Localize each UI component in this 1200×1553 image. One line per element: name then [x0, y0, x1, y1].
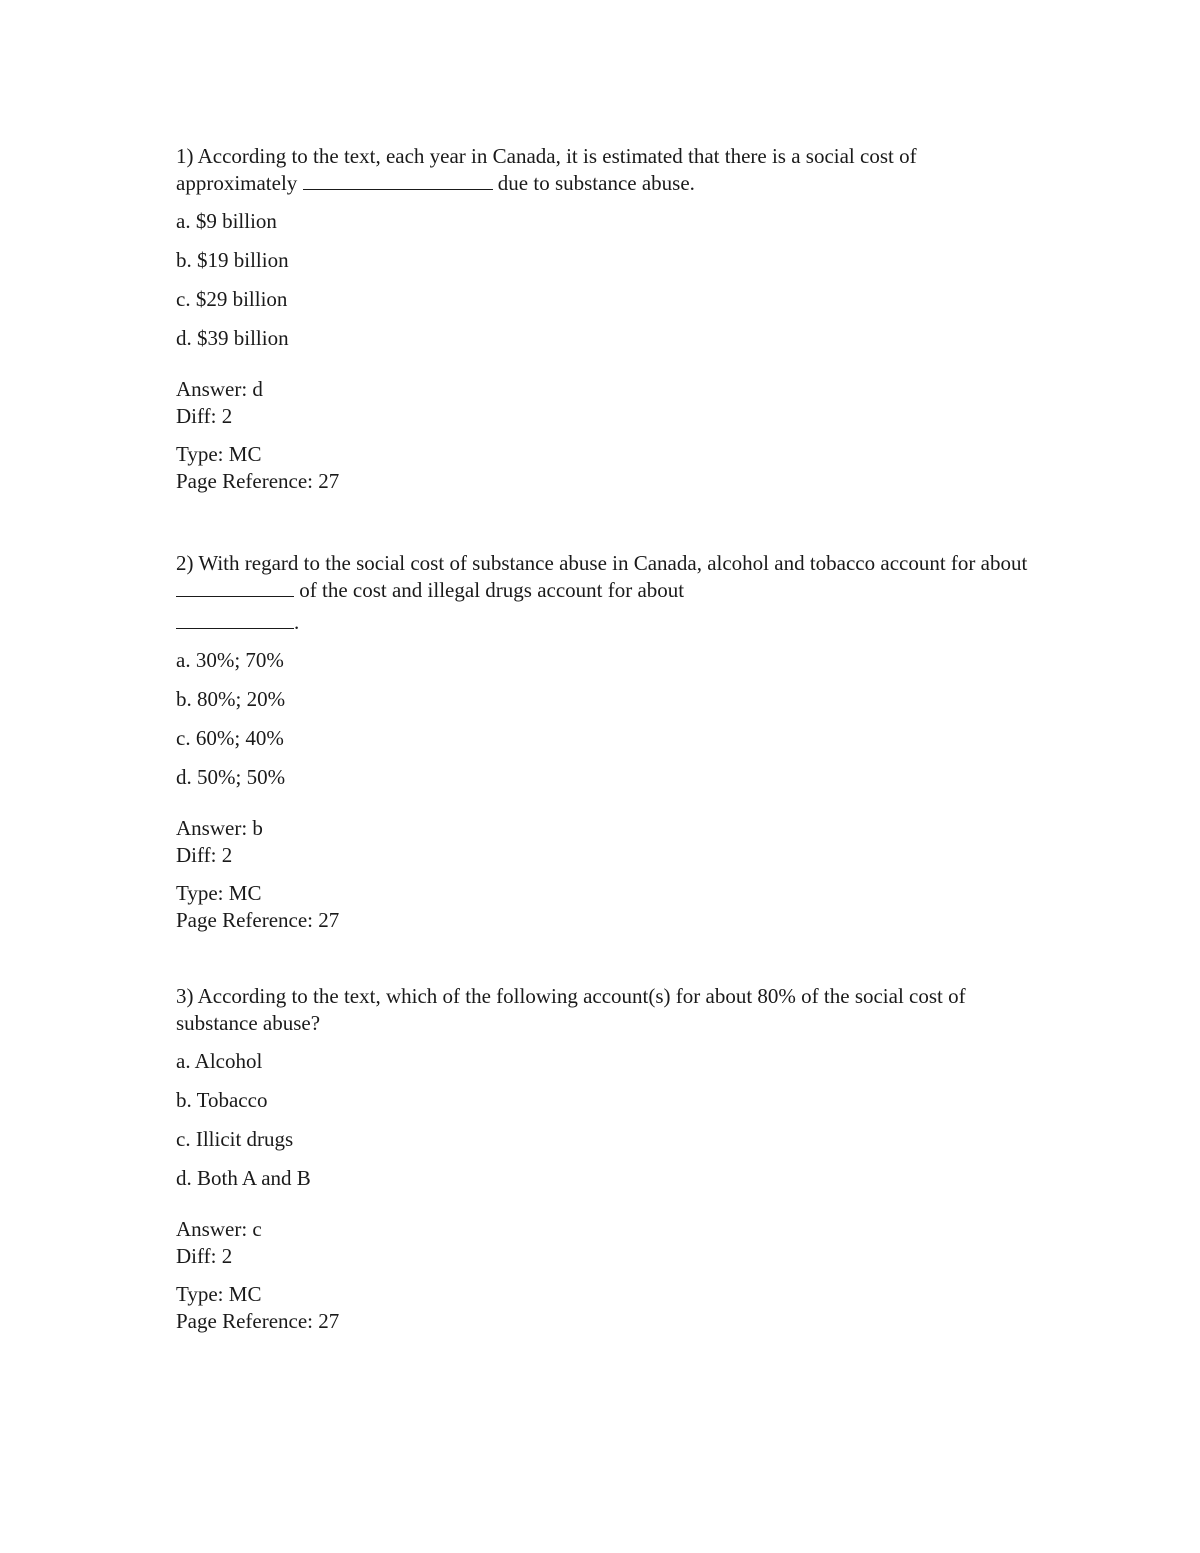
option-b: b. 80%; 20%: [176, 687, 286, 711]
question-stem: 3) According to the text, which of the following account(s) for about 80% of the social cost of substance abuse?: [176, 984, 966, 1035]
option-a: a. 30%; 70%: [176, 648, 284, 672]
type-block: [176, 1281, 1036, 1335]
type-text: Type: MC: [176, 881, 262, 905]
answer-blank: [176, 578, 294, 597]
difficulty-text: Diff: 2: [176, 1244, 233, 1268]
stem-text: 2) With regard to the social cost of substance abuse in Canada, alcohol and tobacco account for about: [176, 551, 1028, 575]
option-c: c. Illicit drugs: [176, 1127, 294, 1151]
options-list: [176, 647, 1036, 803]
answer-block: [176, 815, 1036, 869]
option-d: d. Both A and B: [176, 1166, 311, 1190]
answer-blank: [303, 171, 493, 190]
options-list: [176, 1048, 1036, 1204]
page-reference-text: Page Reference: 27: [176, 1309, 340, 1333]
question-2: [176, 550, 1036, 934]
difficulty-text: Diff: 2: [176, 404, 233, 428]
options-list: [176, 208, 1036, 364]
page-reference-text: Page Reference: 27: [176, 469, 340, 493]
answer-blank: [176, 610, 294, 629]
type-text: Type: MC: [176, 1282, 262, 1306]
stem-text: due to substance abuse.: [492, 171, 695, 195]
option-d: d. 50%; 50%: [176, 765, 286, 789]
question-stem: [176, 143, 1036, 197]
option-b: b. $19 billion: [176, 248, 289, 272]
page-reference-text: Page Reference: 27: [176, 908, 340, 932]
difficulty-text: Diff: 2: [176, 843, 233, 867]
type-text: Type: MC: [176, 442, 262, 466]
answer-block: [176, 376, 1036, 430]
answer-text: Answer: c: [176, 1217, 262, 1241]
option-c: c. $29 billion: [176, 287, 288, 311]
question-stem: [176, 550, 1036, 636]
answer-text: Answer: d: [176, 377, 263, 401]
stem-text: .: [294, 610, 300, 634]
option-a: a. $9 billion: [176, 209, 277, 233]
option-b: b. Tobacco: [176, 1088, 268, 1112]
option-a: a. Alcohol: [176, 1049, 263, 1073]
answer-block: [176, 1216, 1036, 1270]
stem-text: of the cost and illegal drugs account for about: [294, 578, 685, 602]
option-c: c. 60%; 40%: [176, 726, 284, 750]
option-d: d. $39 billion: [176, 326, 289, 350]
type-block: [176, 880, 1036, 934]
question-1: [176, 143, 1036, 495]
type-block: [176, 441, 1036, 495]
answer-text: Answer: b: [176, 816, 263, 840]
stem-text: 1) According to the text, each year in Canada, it is estimated that there is a social cost of approximately: [176, 144, 917, 195]
question-3: [176, 983, 1036, 1335]
